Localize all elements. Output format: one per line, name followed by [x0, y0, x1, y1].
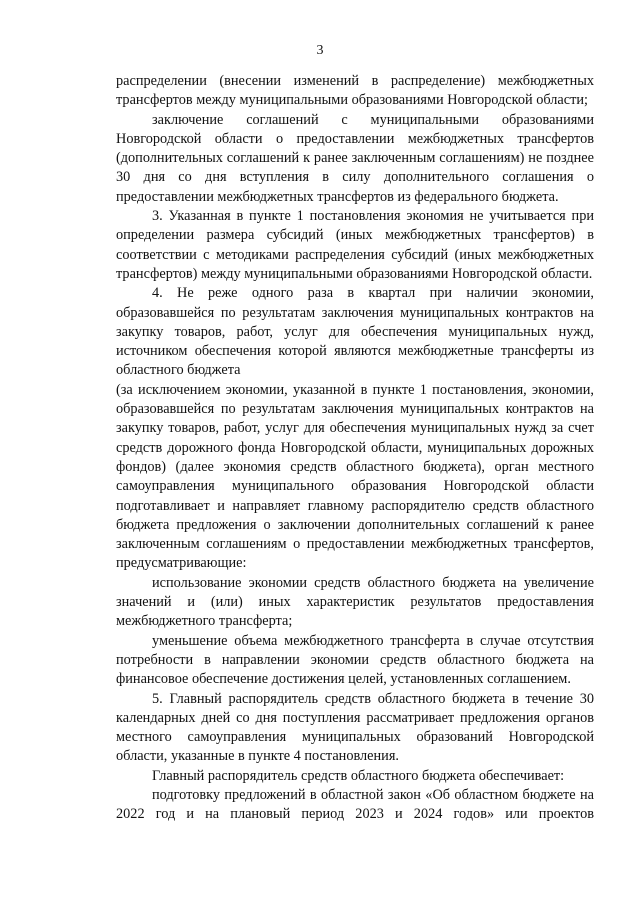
- paragraph: уменьшение объема межбюджетного трансферта в случае отсутствия потребности в направлении экономии средств областного бюджета на финансовое обеспечение достижения целей, установленных соглашением.: [116, 632, 594, 688]
- paragraph: 4. Не реже одного раза в квартал при наличии экономии, образовавшейся по результатам заключения муниципальных контрактов на закупку товаров, работ, услуг для обеспечения муниципальных нужд, источником обеспечения которой являются межбюджетные трансферты из областного бюджета: [116, 285, 594, 379]
- paragraph: заключение соглашений с муниципальными образованиями Новгородской области о предоставлении межбюджетных трансфертов (дополнительных соглашений к ранее заключенным соглашениям) не позднее 30 дня со дня вступления в силу дополнительного соглашения о предоставлении межбюджетных трансфертов из федерального бюджета.: [116, 111, 594, 205]
- paragraph: распределении (внесении изменений в распределение) межбюджетных трансфертов между муниципальными образованиями Новгородской области;: [116, 73, 594, 109]
- paragraph: (за исключением экономии, указанной в пункте 1 постановления, экономии, образовавшейся по результатам заключения муниципальных контрактов на закупку товаров, работ, услуг для обеспечения муниципальных нужд за счет средств дорожного фонда Новгородской области, муниципальных дорожных фондов) (далее экономия средств областного бюджета), орган местного самоуправления муниципального образования Новгородской области подготавливает и направляет главному распорядителю средств областного бюджета предложения о заключении дополнительных соглашений к ранее заключенным соглашениям о предоставлении межбюджетных трансфертов, предусматривающие:: [116, 381, 594, 572]
- document-body: [116, 72, 594, 825]
- paragraph: Главный распорядитель средств областного бюджета обеспечивает:: [152, 767, 565, 784]
- page-number: 3: [316, 43, 324, 58]
- paragraph: использование экономии средств областного бюджета на увеличение значений и (или) иных характеристик результатов предоставления межбюджетного трансферта;: [116, 574, 594, 630]
- paragraph: 3. Указанная в пункте 1 постановления экономия не учитывается при определении размера субсидий (иных межбюджетных трансфертов) в соответствии с методиками распределения субсидий (иных межбюджетных трансфертов) между муниципальными образованиями Новгородской области.: [116, 208, 594, 282]
- paragraph: подготовку предложений в областной закон «Об областном бюджете на 2022 год и на плановый период 2023 и 2024 годов» или проектов: [116, 786, 594, 823]
- paragraph: 5. Главный распорядитель средств областного бюджета в течение 30 календарных дней со дня поступления рассматривает предложения органов местного самоуправления муниципальных образований Новгородской области, указанные в пункте 4 постановления.: [116, 690, 594, 765]
